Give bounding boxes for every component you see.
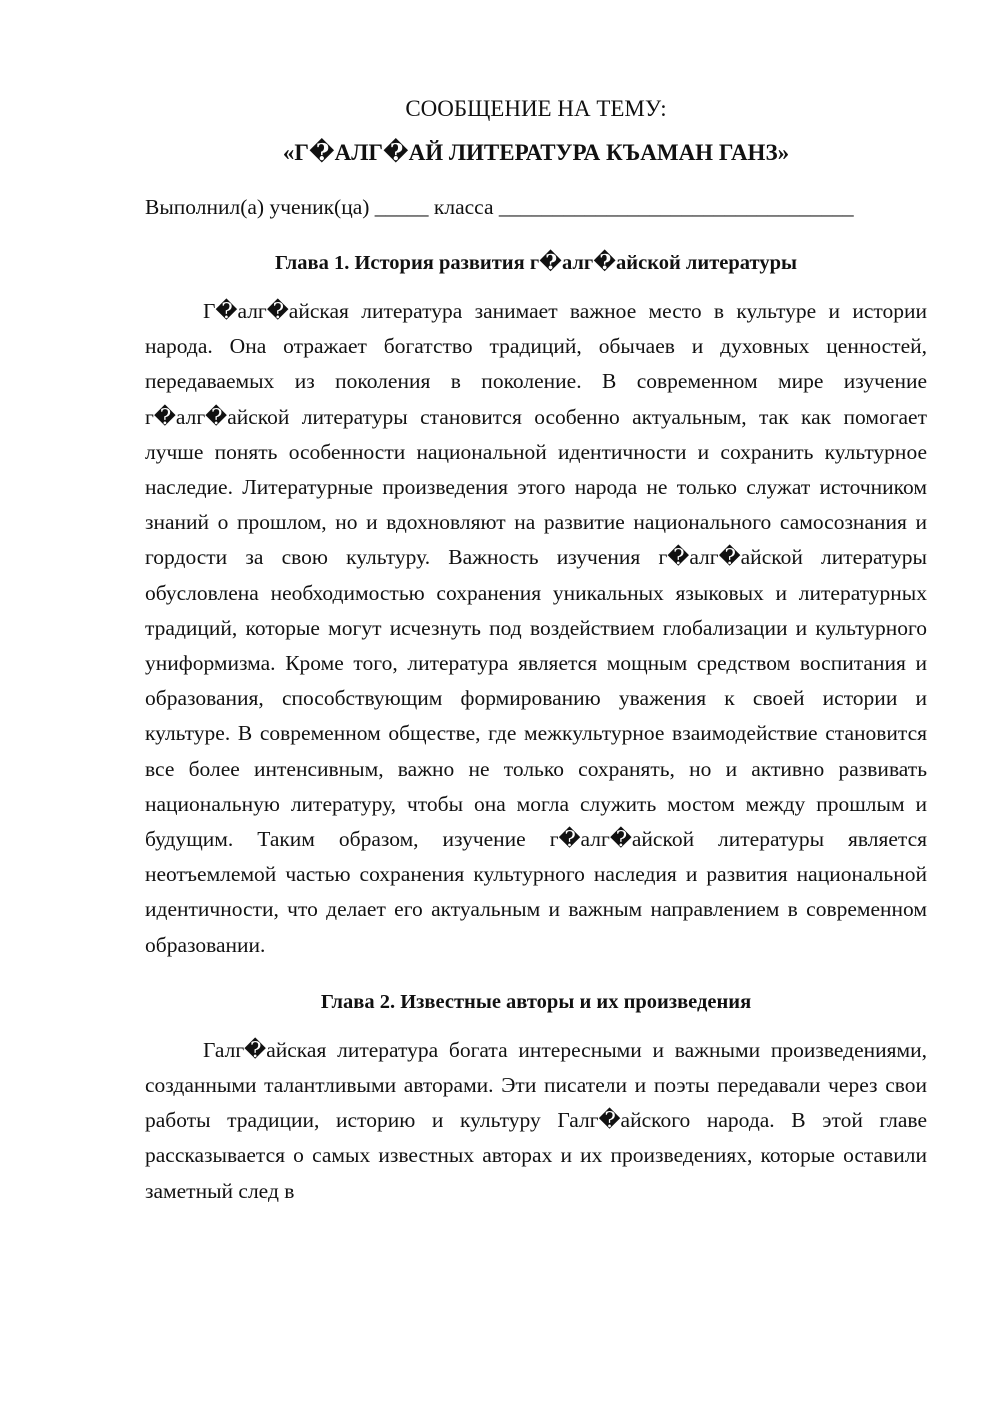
- chapter-1-paragraph: Г�алг�айская литература занимает важное место в культуре и истории народа. Она отражает богатство традиций, обычаев и духовных ценностей, передаваемых из поколения в поколение. В современном мире изучение г�алг�айской литературы становится особенно актуальным, так как помогает лучше понять особенности национальной идентичности и сохранить культурное наследие. Литературные произведения этого народа не только служат источником знаний о прошлом, но и вдохновляют на развитие национального самосознания и гордости за свою культуру. Важность изучения г�алг�айской литературы обусловлена необходимостью сохранения уникальных языковых и литературных традиций, которые могут исчезнуть под воздействием глобализации и культурного униформизма. Кроме того, литература является мощным средством воспитания и образования, способствующим формированию уважения к своей истории и культуре. В современном обществе, где межкультурное взаимодействие становится все более интенсивным, важно не только сохранять, но и активно развивать национальную литературу, чтобы она могла служить мостом между прошлым и будущим. Таким образом, изучение г�алг�айской литературы является неотъемлемой частью сохранения культурного наследия и развития национальной идентичности, что делает его актуальным и важным направлением в современном образовании.: [145, 299, 927, 957]
- document-title-line-1: СООБЩЕНИЕ НА ТЕМУ:: [405, 96, 667, 121]
- chapter-1-heading: Глава 1. История развития г�алг�айской литературы: [275, 252, 797, 274]
- document-title-line-2: «Г�АЛГ�АЙ ЛИТЕРАТУРА КЪАМАН ГАНЗ»: [282, 140, 790, 165]
- performer-line: Выполнил(а) ученик(ца) _____ класса _________________________________: [145, 195, 854, 219]
- document-content: [145, 92, 927, 1233]
- chapter-2-heading: Глава 2. Известные авторы и их произведения: [320, 990, 752, 1013]
- chapter-2-paragraph: Галг�айская литература богата интересными и важными произведениями, созданными талантливыми авторами. Эти писатели и поэты передавали через свои работы традиции, историю и культуру Галг�айского народа. В этой главе рассказывается о самых известных авторах и их произведениях, которые оставили заметный след в: [145, 1037, 927, 1203]
